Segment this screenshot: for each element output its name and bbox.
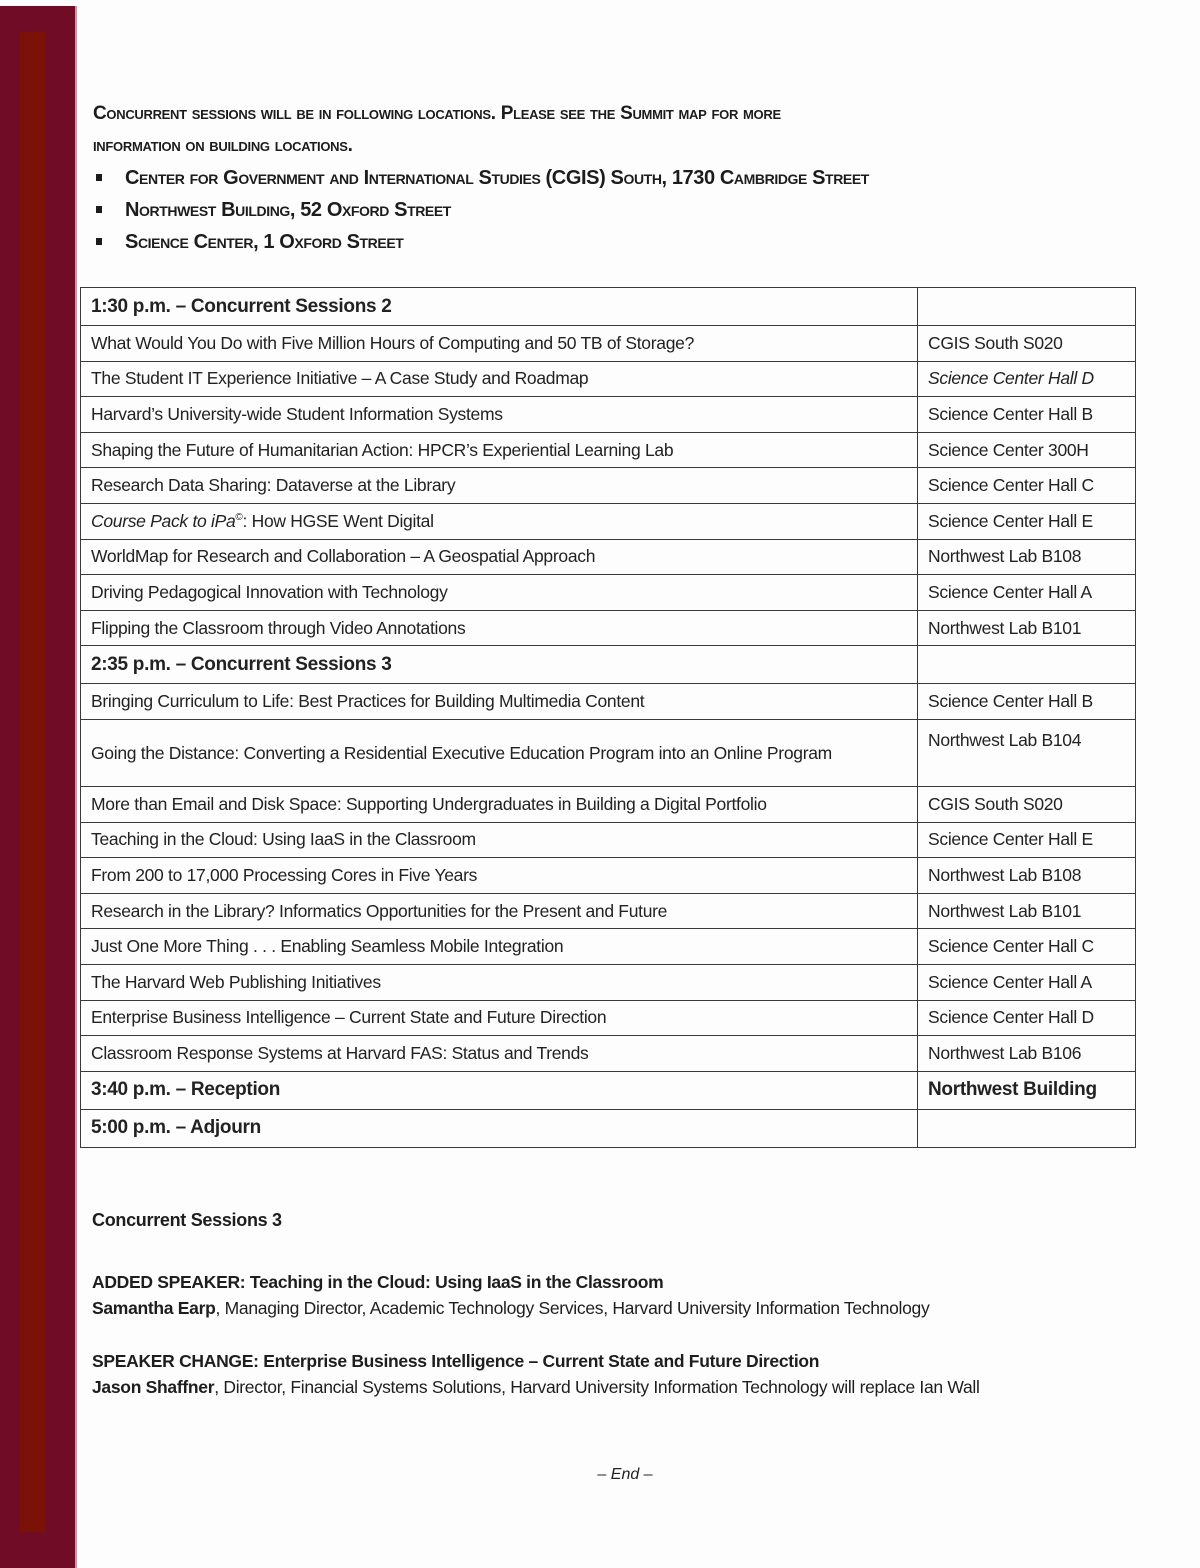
location-text: Northwest Building, 52 Oxford Street [125, 199, 451, 221]
added-speaker-body [92, 1295, 1132, 1321]
speaker-detail: , Managing Director, Academic Technology Services, Harvard University Information Technology [215, 1298, 930, 1318]
added-speaker-note [92, 1269, 1132, 1321]
session-title: The Student IT Experience Initiative – A Case Study and Roadmap [81, 361, 918, 397]
session-location: Science Center Hall D [918, 361, 1136, 397]
session-title: Research in the Library? Informatics Opportunities for the Present and Future [81, 893, 918, 929]
reception-row [81, 1071, 1136, 1109]
table-row [81, 575, 1136, 611]
table-row [81, 786, 1136, 822]
location-text: Center for Government and International Studies (CGIS) South, 1730 Cambridge Street [125, 167, 869, 189]
session-title: Harvard’s University-wide Student Information Systems [81, 397, 918, 433]
adjourn-heading: 5:00 p.m. – Adjourn [81, 1109, 918, 1147]
speaker-change-body [92, 1374, 1132, 1400]
location-item [93, 194, 1093, 226]
adjourn-location [918, 1109, 1136, 1147]
table-row [81, 539, 1136, 575]
session-title: Enterprise Business Intelligence – Current State and Future Direction [81, 1000, 918, 1036]
session-location: CGIS South S020 [918, 786, 1136, 822]
session-title: Flipping the Classroom through Video Annotations [81, 610, 918, 646]
bullet-icon [96, 206, 102, 213]
session-location: Northwest Lab B104 [918, 719, 1136, 786]
block-heading-row [81, 288, 1136, 326]
left-margin-stripe [20, 32, 45, 1532]
table-row [81, 964, 1136, 1000]
speaker-name: Jason Shaffner [92, 1377, 215, 1397]
location-item [93, 226, 1093, 258]
session-location: Science Center Hall D [918, 1000, 1136, 1036]
session-location: Science Center Hall E [918, 503, 1136, 539]
speaker-detail: , Director, Financial Systems Solutions, Harvard University Information Technology will replace Ian Wall [214, 1377, 980, 1397]
speaker-name: Samantha Earp [92, 1298, 216, 1318]
block-heading: 1:30 p.m. – Concurrent Sessions 2 [81, 288, 918, 326]
table-row [81, 858, 1136, 894]
session-title: What Would You Do with Five Million Hours of Computing and 50 TB of Storage? [81, 326, 918, 362]
session-location: Northwest Lab B101 [918, 893, 1136, 929]
table-row [81, 503, 1136, 539]
session-title: WorldMap for Research and Collaboration – A Geospatial Approach [81, 539, 918, 575]
session-location: Science Center Hall C [918, 468, 1136, 504]
table-row [81, 893, 1136, 929]
session-location: Northwest Lab B101 [918, 610, 1136, 646]
speaker-change-heading: SPEAKER CHANGE: Enterprise Business Intelligence – Current State and Future Direction [92, 1351, 820, 1371]
session-title: The Harvard Web Publishing Initiatives [81, 964, 918, 1000]
session-title: Research Data Sharing: Dataverse at the Library [81, 468, 918, 504]
table-row [81, 929, 1136, 965]
end-marker: – End – [597, 1466, 653, 1483]
copyright-mark: © [235, 511, 243, 523]
table-row [81, 468, 1136, 504]
notes-title: Concurrent Sessions 3 [92, 1210, 282, 1230]
session-location: Science Center Hall A [918, 575, 1136, 611]
location-text: Science Center, 1 Oxford Street [125, 231, 404, 253]
session-location: Science Center 300H [918, 432, 1136, 468]
session-location: Science Center Hall E [918, 822, 1136, 858]
session-title: Classroom Response Systems at Harvard FAS: Status and Trends [81, 1036, 918, 1072]
session-location: Science Center Hall B [918, 684, 1136, 720]
added-speaker-heading: ADDED SPEAKER: Teaching in the Cloud: Using IaaS in the Classroom [92, 1272, 664, 1292]
table-row [81, 432, 1136, 468]
locations-intro [93, 98, 1093, 258]
block-heading-location [918, 646, 1136, 684]
reception-heading: 3:40 p.m. – Reception [81, 1071, 918, 1109]
table-row [81, 719, 1136, 786]
speaker-change-note [92, 1348, 1132, 1400]
block-heading-row [81, 646, 1136, 684]
session-title: From 200 to 17,000 Processing Cores in Five Years [81, 858, 918, 894]
bullet-icon [96, 238, 102, 245]
table-row [81, 822, 1136, 858]
session-location: CGIS South S020 [918, 326, 1136, 362]
adjourn-row [81, 1109, 1136, 1147]
session-location: Science Center Hall A [918, 964, 1136, 1000]
table-row [81, 361, 1136, 397]
session-location: Northwest Lab B108 [918, 858, 1136, 894]
session-location: Northwest Lab B108 [918, 539, 1136, 575]
table-row [81, 684, 1136, 720]
table-row [81, 1036, 1136, 1072]
schedule-table [80, 287, 1136, 1148]
reception-location: Northwest Building [918, 1071, 1136, 1109]
table-row [81, 326, 1136, 362]
session-title: Going the Distance: Converting a Residential Executive Education Program into an Online Program [81, 719, 918, 786]
title-prefix: Course Pack to iPa [91, 510, 236, 531]
intro-line-1: Concurrent sessions will be in following locations. Please see the Summit map for more [93, 103, 781, 124]
session-title: Driving Pedagogical Innovation with Technology [81, 575, 918, 611]
session-location: Science Center Hall B [918, 397, 1136, 433]
table-row [81, 397, 1136, 433]
session-title: Bringing Curriculum to Life: Best Practices for Building Multimedia Content [81, 684, 918, 720]
table-row [81, 610, 1136, 646]
title-suffix: : How HGSE Went Digital [242, 510, 434, 531]
speaker-notes [92, 1210, 1132, 1427]
session-location: Science Center Hall C [918, 929, 1136, 965]
block-heading: 2:35 p.m. – Concurrent Sessions 3 [81, 646, 918, 684]
intro-line-2: information on building locations. [93, 135, 353, 156]
left-margin-edge [75, 6, 77, 1568]
session-title: Shaping the Future of Humanitarian Action: HPCR’s Experiential Learning Lab [81, 432, 918, 468]
session-title [81, 503, 918, 539]
session-title: Just One More Thing . . . Enabling Seamless Mobile Integration [81, 929, 918, 965]
location-item [93, 162, 1093, 194]
location-list [93, 162, 1093, 258]
table-row [81, 1000, 1136, 1036]
bullet-icon [96, 174, 102, 181]
session-location: Northwest Lab B106 [918, 1036, 1136, 1072]
session-title: Teaching in the Cloud: Using IaaS in the Classroom [81, 822, 918, 858]
block-heading-location [918, 288, 1136, 326]
session-title: More than Email and Disk Space: Supporting Undergraduates in Building a Digital Portfolio [81, 786, 918, 822]
